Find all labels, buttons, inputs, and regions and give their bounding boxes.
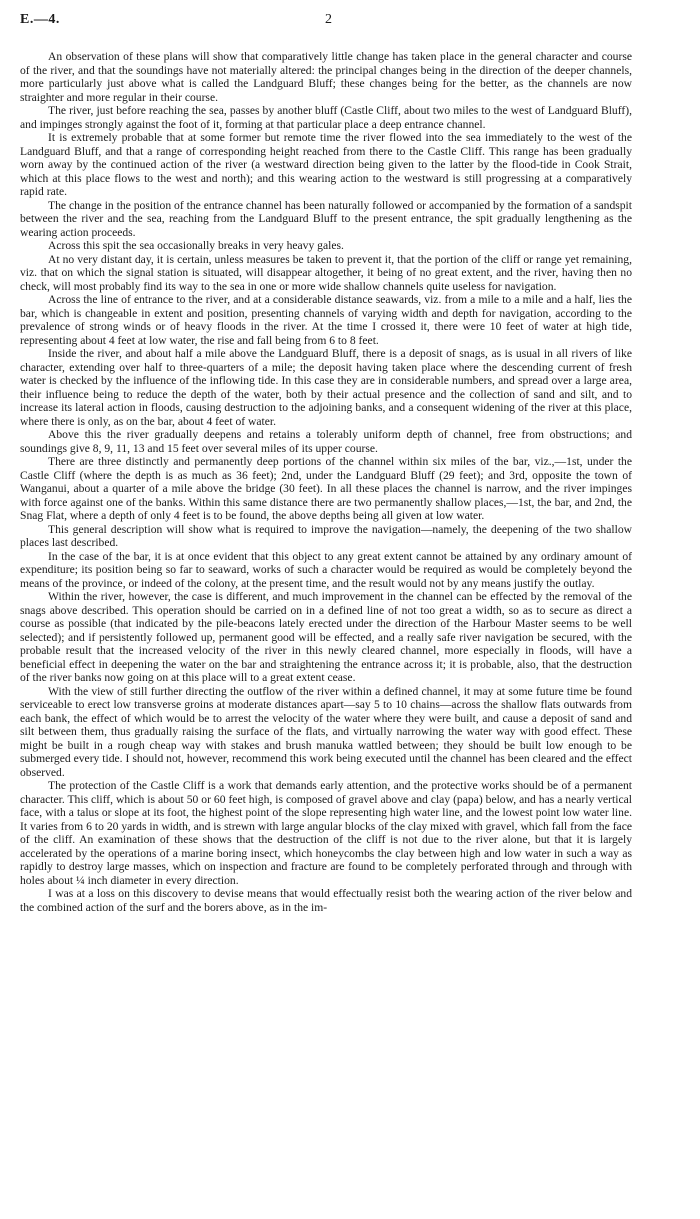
paragraph: With the view of still further directing the outflow of the river within a defined channel, it may at some future time be found serviceable to erect low transverse groins at moderate distances apart—say 5 to 10 chains—across the shallow flats outwards from each bank, the effect of which would be to arrest the velocity of the water where they were built, and cause a deposit of sand and silt between them, thus gradually raising the surface of the flats, and virtually narrowing the water way with good effect. These might be built in a rough cheap way with stakes and brush manuka wattled between; they should be built low enough to be submerged every tide. I should not, however, recommend this work being executed until the channel has been cleared and the effect observed. (20, 684, 632, 779)
body-text (20, 50, 632, 914)
paragraph: This general description will show what is required to improve the navigation—namely, the deepening of the two shallow places last described. (20, 522, 632, 549)
paragraph: There are three distinctly and permanently deep portions of the channel within six miles of the bar, viz.,—1st, under the Castle Cliff (where the depth is as much as 36 feet); 2nd, under the Landguard Bluff (29 feet); and 3rd, opposite the town of Wanganui, about a quarter of a mile above the bridge (30 feet). In all these places the channel is narrow, and the river impinges with force against one of the banks. Within this same distance there are two permanently shallow places,—1st, the bar, and 2nd, the Snag Flat, where a depth of only 4 feet is to be found, the above depths being all given at low water. (20, 455, 632, 522)
paragraph: In the case of the bar, it is at once evident that this object to any great extent cannot be attained by any ordinary amount of expenditure; its position being so far to seaward, works of such a character would be required as would be completely beyond the means of the province, or indeed of the colony, at the present time, and the result would not by any means justify the outlay. (20, 549, 632, 590)
paragraph: Within the river, however, the case is different, and much improvement in the channel can be effected by the removal of the snags above described. This operation should be carried on in a defined line of not too great a width, so as to secure as direct a course as possible (that indicated by the pile-beacons lately erected under the direction of the Harbour Master seems to be well selected); and if persistently followed up, permanent good will be effected, and a really safe river navigation be secured, with the probable result that the increased velocity of the river in this newly cleared channel, more especially in floods, will have a beneficial effect in deepening the water on the bar and straightening the entrance across it; it is probable, also, that the destruction of the river banks now going on at this place will to a great extent cease. (20, 590, 632, 684)
paragraph: Across the line of entrance to the river, and at a considerable distance seawards, viz. from a mile to a mile and a half, lies the bar, which is changeable in extent and position, presenting channels of varying width and depth for navigation, according to the prevalence of strong winds or of heavy floods in the river. At the time I crossed it, there were 10 feet of water at high tide, representing about 4 feet at low water, the rise and fall being from 6 to 8 feet. (20, 293, 632, 347)
page-number: 2 (325, 12, 332, 27)
paragraph: The protection of the Castle Cliff is a work that demands early attention, and the protective works should be of a permanent character. This cliff, which is about 50 or 60 feet high, is composed of gravel above and clay (papa) below, and has a nearly vertical face, with a talus or slope at its foot, the highest point of the slope representing high water line, and the lowest point low water line. It varies from 6 to 20 yards in width, and is strewn with large angular blocks of the clay mixed with gravel, which fall from the face of the cliff. An examination of these shows that the destruction of the cliff is not due to the river alone, but that it is largely accelerated by the operations of a marine boring insect, which honeycombs the clay between high and low water in such a way as rapidly to destroy large masses, which on inspection and fracture are found to be completely perforated through and through with holes about ¼ inch diameter in every direction. (20, 779, 632, 887)
paragraph: Inside the river, and about half a mile above the Landguard Bluff, there is a deposit of snags, as is usual in all rivers of like character, extending over half to three-quarters of a mile; the deposit having taken place where the descending current of fresh water is checked by the influence of the inflowing tide. In this case they are in considerable numbers, and spread over a large area, their influence being to reduce the depth of the water, both by their actual presence and the collection of sand and silt, and to increase its lateral action in floods, causing destruction to the adjoining banks, and a consequent widening of the river at this place, where there is only, as on the bar, about 4 feet of water. (20, 347, 632, 428)
paragraph: An observation of these plans will show that comparatively little change has taken place in the general character and course of the river, and that the soundings have not materially altered: the principal changes being in the direction of the deeper channels, more particularly just above what is called the Landguard Bluff; these changes being for the better, as the channels are now straighter and more regular in their course. (20, 50, 632, 104)
paragraph: It is extremely probable that at some former but remote time the river flowed into the sea immediately to the west of the Landguard Bluff, and that a range of corresponding height reached from there to the Castle Cliff. This range has been gradually worn away by the continued action of the river (a westward direction being given to the latter by the flood-tide in Cook Strait, which at this place flows to the west and north); and this wearing action to the westward is still progressing at a comparatively rapid rate. (20, 131, 632, 198)
paragraph: The change in the position of the entrance channel has been naturally followed or accompanied by the formation of a sandspit between the river and the sea, reaching from the Landguard Bluff to the present entrance, the spit gradually lengthening as the wearing action proceeds. (20, 198, 632, 239)
document-page (20, 10, 632, 914)
paragraph: Above this the river gradually deepens and retains a tolerably uniform depth of channel, free from obstructions; and soundings give 8, 9, 11, 13 and 15 feet over several miles of its upper course. (20, 428, 632, 455)
paragraph: I was at a loss on this discovery to devise means that would effectually resist both the wearing action of the river below and the combined action of the surf and the borers above, as in the im- (20, 887, 632, 914)
document-reference: E.—4. (20, 12, 60, 27)
paragraph: At no very distant day, it is certain, unless measures be taken to prevent it, that the portion of the cliff or range yet remaining, viz. that on which the signal station is situated, will disappear altogether, it being of no great extent, and the river, having then no check, will most probably find its way to the sea in one or more wide shallow channels quite useless for navigation. (20, 252, 632, 293)
paragraph: The river, just before reaching the sea, passes by another bluff (Castle Cliff, about two miles to the west of Landguard Bluff), and impinges strongly against the foot of it, forming at that particular place a deep entrance channel. (20, 104, 632, 131)
page-header (20, 10, 632, 36)
paragraph: Across this spit the sea occasionally breaks in very heavy gales. (48, 239, 344, 252)
